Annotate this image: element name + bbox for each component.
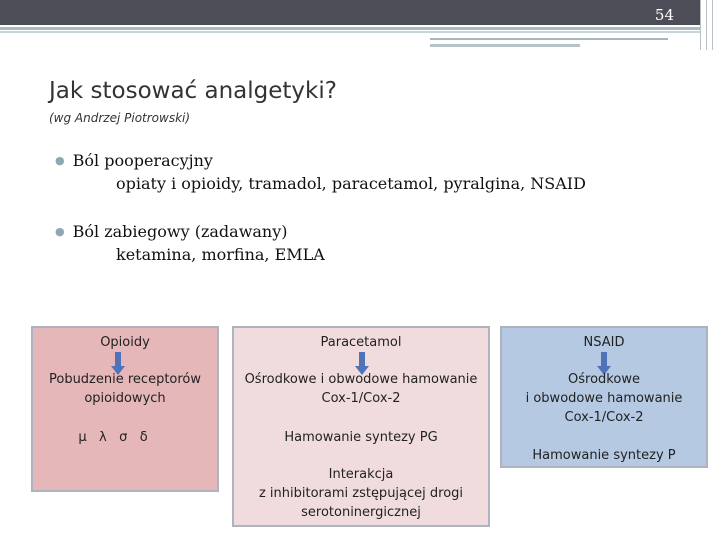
paracetamol-interaction (234, 465, 488, 522)
bullet-detail: ketamina, morfina, EMLA (116, 245, 325, 264)
bullet-dot-icon: ● (55, 154, 65, 167)
paracetamol-mechanism (234, 370, 488, 408)
opioidy-header: Opioidy (100, 335, 150, 350)
paracetamol-mechanism-line2: Cox-1/Cox-2 (321, 391, 401, 406)
paracetamol-interaction-line1: Interakcja (328, 467, 394, 482)
slide-subtitle: (wg Andrzej Piotrowski) (49, 111, 191, 125)
header-vertical-rule (706, 0, 707, 50)
bullet-dot-icon: ● (55, 225, 65, 238)
opioidy-mechanism-line1: Pobudzenie receptorów (48, 372, 202, 387)
header-rule-thin (0, 31, 700, 33)
opioidy-receptors: μ λ σ δ (78, 430, 148, 445)
paracetamol-header: Paracetamol (320, 335, 402, 350)
nsaid-mechanism-line3: Cox-1/Cox-2 (564, 410, 644, 425)
slide-title: Jak stosować analgetyki? (49, 78, 337, 104)
opioidy-mechanism (33, 370, 217, 408)
opioidy-mechanism-line2: opioidowych (84, 391, 166, 406)
paracetamol-interaction-line3: serotoninergicznej (301, 505, 421, 520)
bullet-item (55, 222, 288, 241)
bullet-item (55, 151, 213, 170)
nsaid-mechanism-line2: i obwodowe hamowanie (525, 391, 683, 406)
bullet-detail: opiaty i opioidy, tramadol, paracetamol, pyralgina, NSAID (116, 174, 586, 193)
header-rule-shorter (430, 44, 580, 47)
bullet-heading: Ból pooperacyjny (72, 151, 213, 170)
nsaid-mechanism-line1: Ośrodkowe (568, 372, 640, 387)
bullet-heading: Ból zabiegowy (zadawany) (72, 222, 288, 241)
nsaid-header: NSAID (583, 335, 625, 350)
header-vertical-rule (712, 0, 713, 50)
paracetamol-effect: Hamowanie syntezy PG (284, 430, 438, 445)
paracetamol-box (232, 326, 490, 527)
header-rule (0, 27, 700, 30)
header-rule-short (430, 38, 668, 40)
nsaid-effect: Hamowanie syntezy P (532, 448, 676, 463)
paracetamol-interaction-line2: z inhibitorami zstępującej drogi (258, 486, 464, 501)
paracetamol-mechanism-line1: Ośrodkowe i obwodowe hamowanie (244, 372, 478, 387)
opioidy-box (31, 326, 219, 492)
nsaid-mechanism (502, 370, 706, 427)
header-vertical-rule (700, 0, 701, 50)
top-bar (0, 0, 700, 25)
slide-number: 54 (654, 6, 674, 24)
